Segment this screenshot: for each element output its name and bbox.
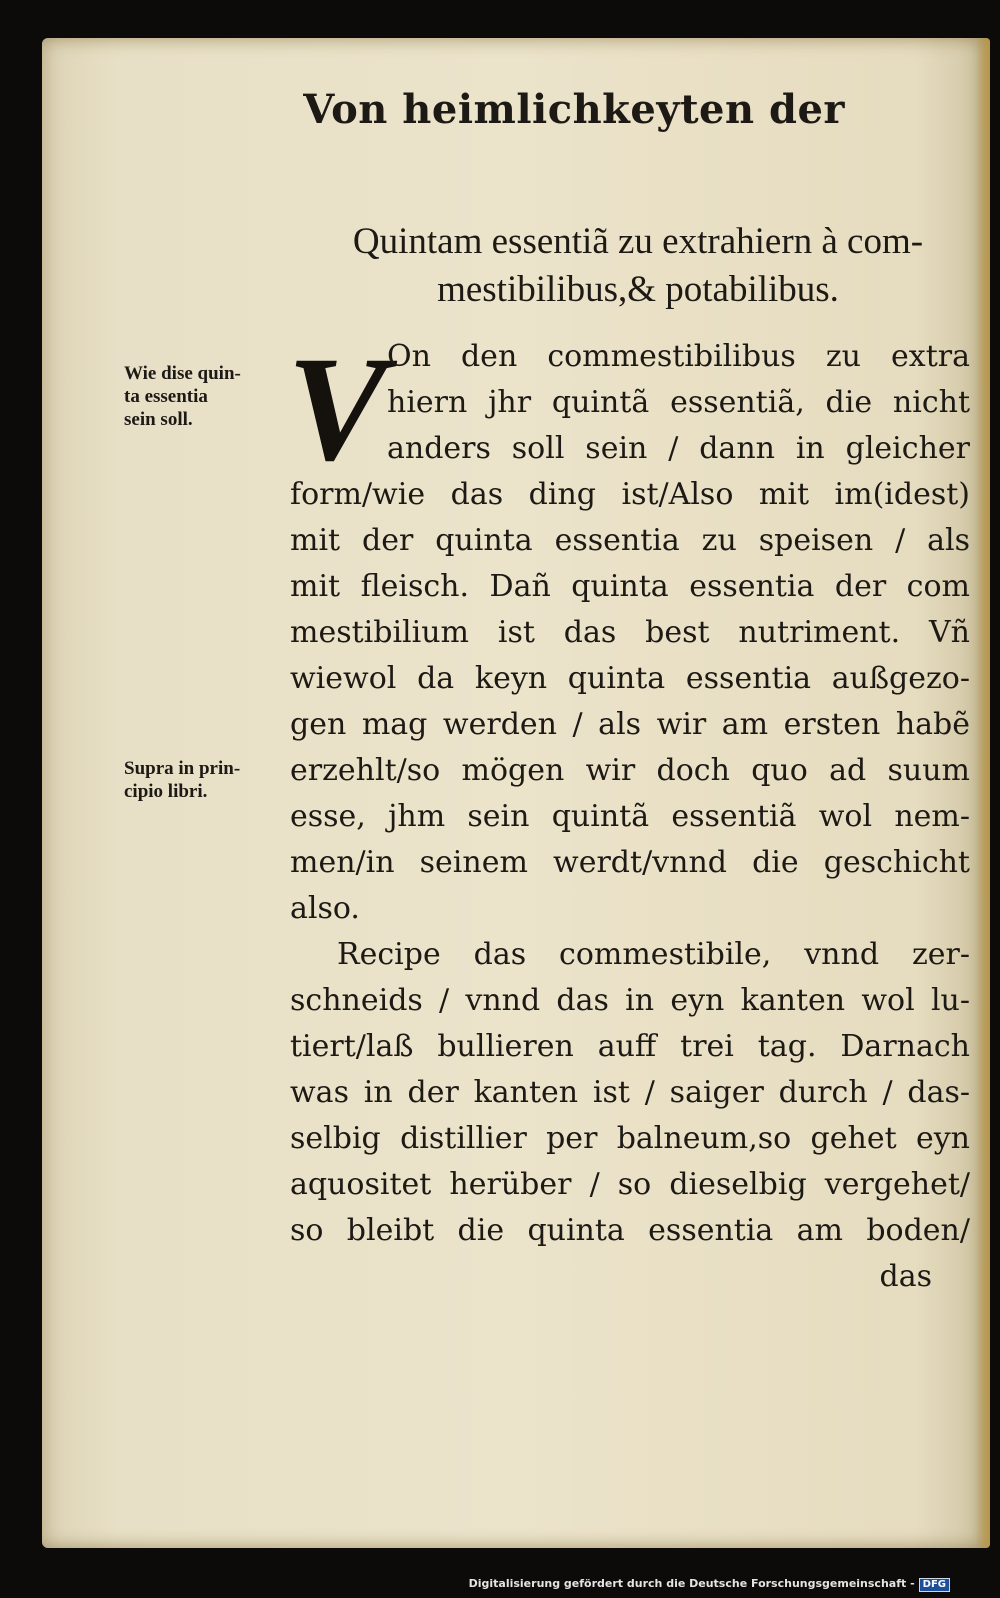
body-line-10: erzehlt/so mögen wir doch quo ad suum <box>290 753 970 788</box>
body-line-19: aquositet herüber / so dieselbig vergehet/ <box>290 1167 970 1202</box>
dfg-logo: DFG <box>919 1578 950 1592</box>
body-line-1: On den commestibilibus zu extra <box>387 339 970 374</box>
section-title-line-2: mestibilibus,& potabilibus. <box>437 269 839 310</box>
body-line-17: was in der kanten ist / saiger durch / das- <box>290 1075 970 1110</box>
drop-cap-initial: V <box>287 326 388 492</box>
body-line-5: mit der quinta essentia zu speisen / als <box>290 523 970 558</box>
digitization-credit <box>469 1577 950 1592</box>
body-line-11: esse, jhm sein quintã essentiã wol nem- <box>290 799 970 834</box>
margin-note-1-line-3: sein soll. <box>124 409 193 430</box>
body-line-7: mestibilium ist das best nutriment. Vñ <box>290 615 970 650</box>
body-line-13: also. <box>290 891 360 926</box>
body-line-20: so bleibt die quinta essentia am boden/ <box>290 1213 970 1248</box>
body-line-18: selbig distillier per balneum,so gehet eyn <box>290 1121 970 1156</box>
section-title-line-1: Quintam essentiã zu extrahiern à com- <box>352 221 924 262</box>
body-line-3: anders soll sein / dann in gleicher <box>387 431 970 466</box>
body-line-4: form/wie das ding ist/Also mit im(idest) <box>290 477 970 512</box>
margin-note-1-line-1: Wie dise quin- <box>124 363 241 384</box>
book-page <box>42 38 990 1548</box>
running-header: Von heimlichkeyten der <box>303 86 845 133</box>
body-line-15: schneids / vnnd das in eyn kanten wol lu- <box>290 983 970 1018</box>
body-line-8: wiewol da keyn quinta essentia außgezo- <box>290 661 970 696</box>
catchword: das <box>879 1259 932 1294</box>
body-line-14: Recipe das commestibile, vnnd zer- <box>337 937 970 972</box>
margin-note-2-line-1: Supra in prin- <box>124 758 241 779</box>
margin-note-1-line-2: ta essentia <box>124 386 208 407</box>
body-line-2: hiern jhr quintã essentiã, die nicht <box>387 385 970 420</box>
credit-text: Digitalisierung gefördert durch die Deutsche Forschungsgemeinschaft - <box>468 1577 915 1590</box>
body-line-12: men/in seinem werdt/vnnd die geschicht <box>290 845 970 880</box>
margin-note-2-line-2: cipio libri. <box>124 781 208 802</box>
body-line-9: gen mag werden / als wir am ersten habẽ <box>290 707 970 742</box>
body-line-6: mit fleisch. Dañ quinta essentia der com <box>290 569 970 604</box>
body-line-16: tiert/laß bullieren auff trei tag. Darnach <box>290 1029 970 1064</box>
